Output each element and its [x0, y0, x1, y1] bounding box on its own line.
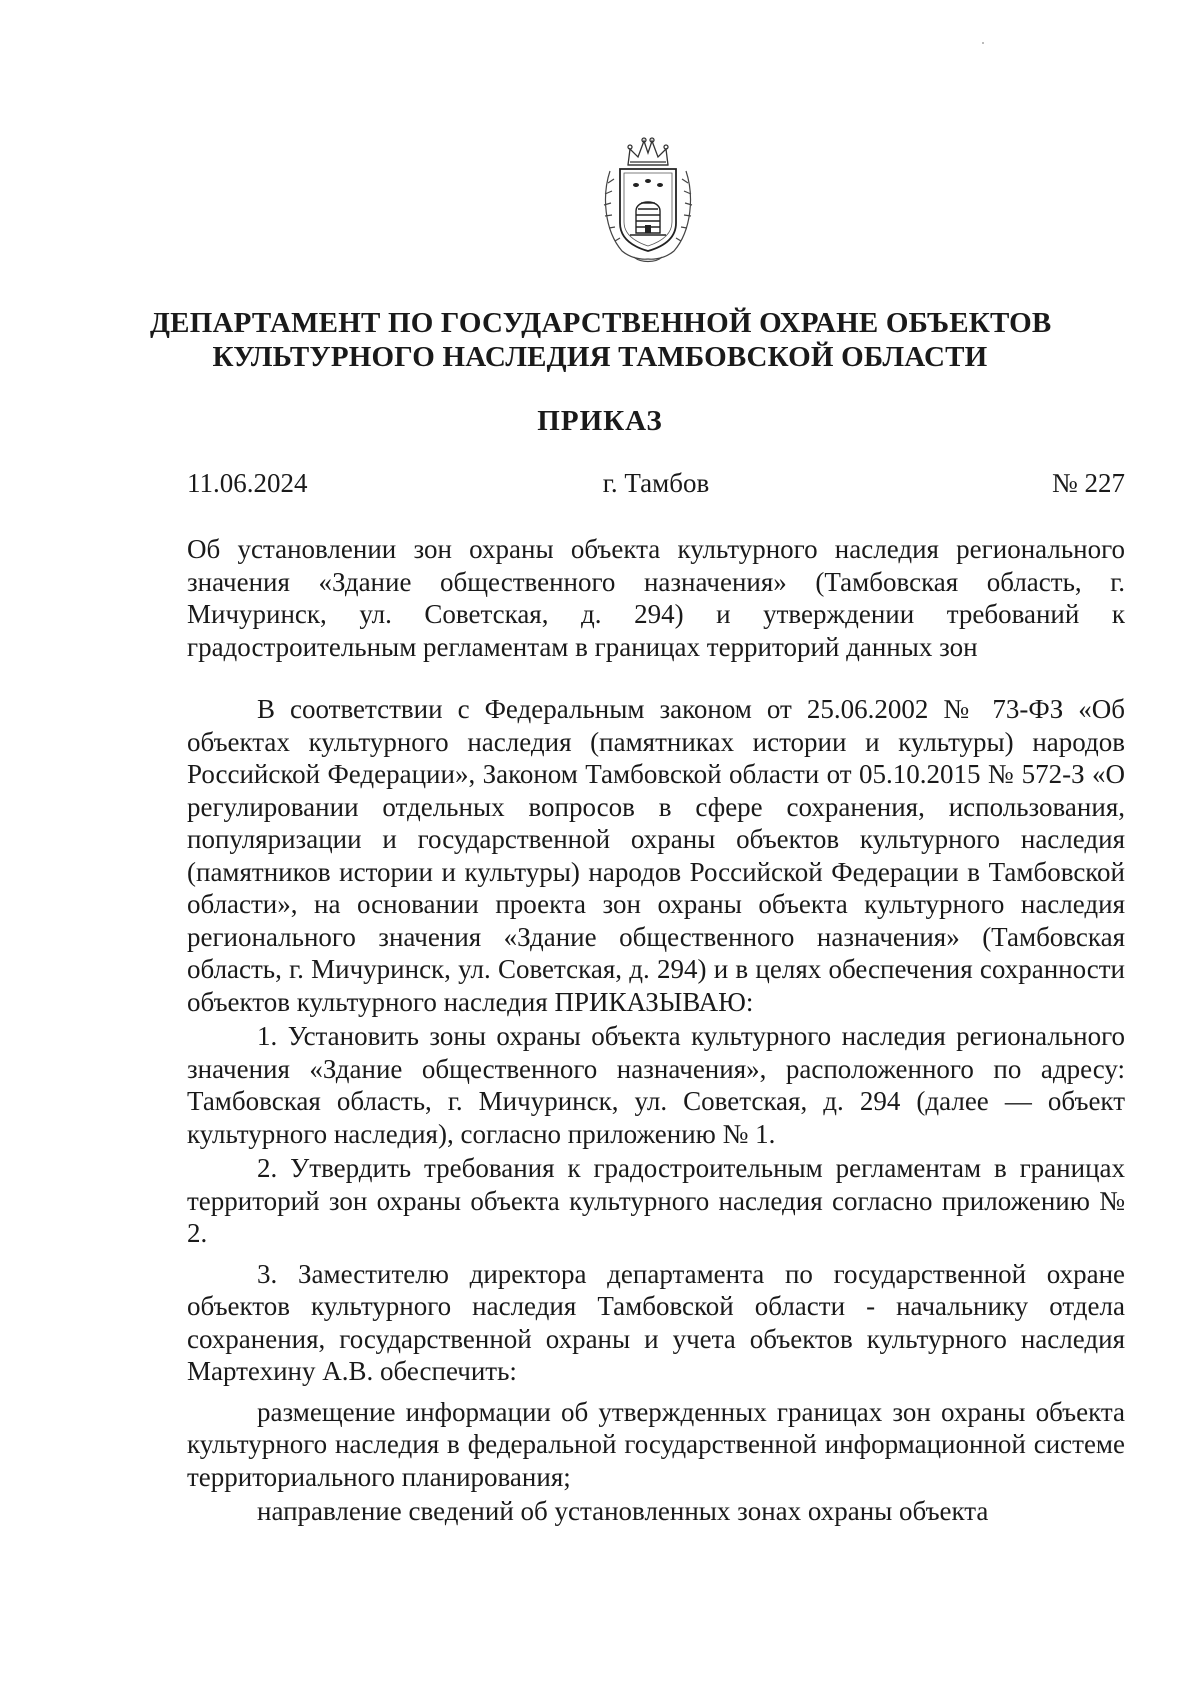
tambov-coat-of-arms-icon: [600, 135, 696, 265]
order-item-3-subitem-a: размещение информации об утвержденных границах зон охраны объекта культурного наследия в федеральной государственной информационной системе территориального планирования;: [187, 1396, 1125, 1492]
order-item-1: 1. Установить зоны охраны объекта культурного наследия регионального значения «Здание общественного назначения», расположенного по адресу: Тамбовская область, г. Мичуринск, ул. Советская, д. 294 (далее — объект культурного наследия), согласно приложению № 1.: [187, 1021, 1125, 1149]
order-title: ПРИКАЗ: [537, 405, 663, 437]
order-preamble: В соответствии с Федеральным законом от 25.06.2002 № 73-ФЗ «Об объектах культурного наследия (памятниках истории и культуры) народов Российской Федерации», Законом Тамбовской области от 05.10.2015 № 572-З «О регулировании отдельных вопросов в сфере сохранения, использования, популяризации и государственной охраны объектов культурного наследия (памятников истории и культуры) народов Российской Федерации в Тамбовской области», на основании проекта зон охраны объекта культурного наследия регионального значения «Здание общественного назначения» (Тамбовская область, г. Мичуринск, ул. Советская, д. 294) и в целях обеспечения сохранности объектов культурного наследия ПРИКАЗЫВАЮ:: [187, 694, 1125, 1017]
department-title-line-1: ДЕПАРТАМЕНТ ПО ГОСУДАРСТВЕННОЙ ОХРАНЕ ОБЪЕКТОВ: [150, 307, 1052, 339]
order-item-3-subitem-b: направление сведений об установленных зонах охраны объекта: [257, 1496, 989, 1526]
order-item-2: 2. Утвердить требования к градостроительным регламентам в границах территорий зон охраны объекта культурного наследия согласно приложению № 2.: [187, 1153, 1125, 1248]
order-city: г. Тамбов: [602, 468, 710, 498]
order-body: [187, 693, 1125, 1528]
department-title-line-2: КУЛЬТУРНОГО НАСЛЕДИЯ ТАМБОВСКОЙ ОБЛАСТИ: [212, 341, 988, 373]
order-number: № 227: [1051, 468, 1125, 498]
order-meta-row: [187, 466, 1125, 500]
order-subject: Об установлении зон охраны объекта культурного наследия регионального значения «Здание общественного назначения» (Тамбовская область, г. Мичуринск, ул. Советская, д. 294) и утверждении требований к градостроительным регламентам в границах территорий данных зон: [187, 534, 1125, 662]
department-title: [150, 306, 1050, 374]
order-item-3: 3. Заместителю директора департамента по государственной охране объектов культурного наследия Тамбовской области - начальнику отдела сохранения, государственной охраны и учета объектов культурного наследия Мартехину А.В. обеспечить:: [187, 1258, 1125, 1386]
order-date: 11.06.2024: [187, 468, 308, 498]
scan-speck: [982, 42, 984, 44]
